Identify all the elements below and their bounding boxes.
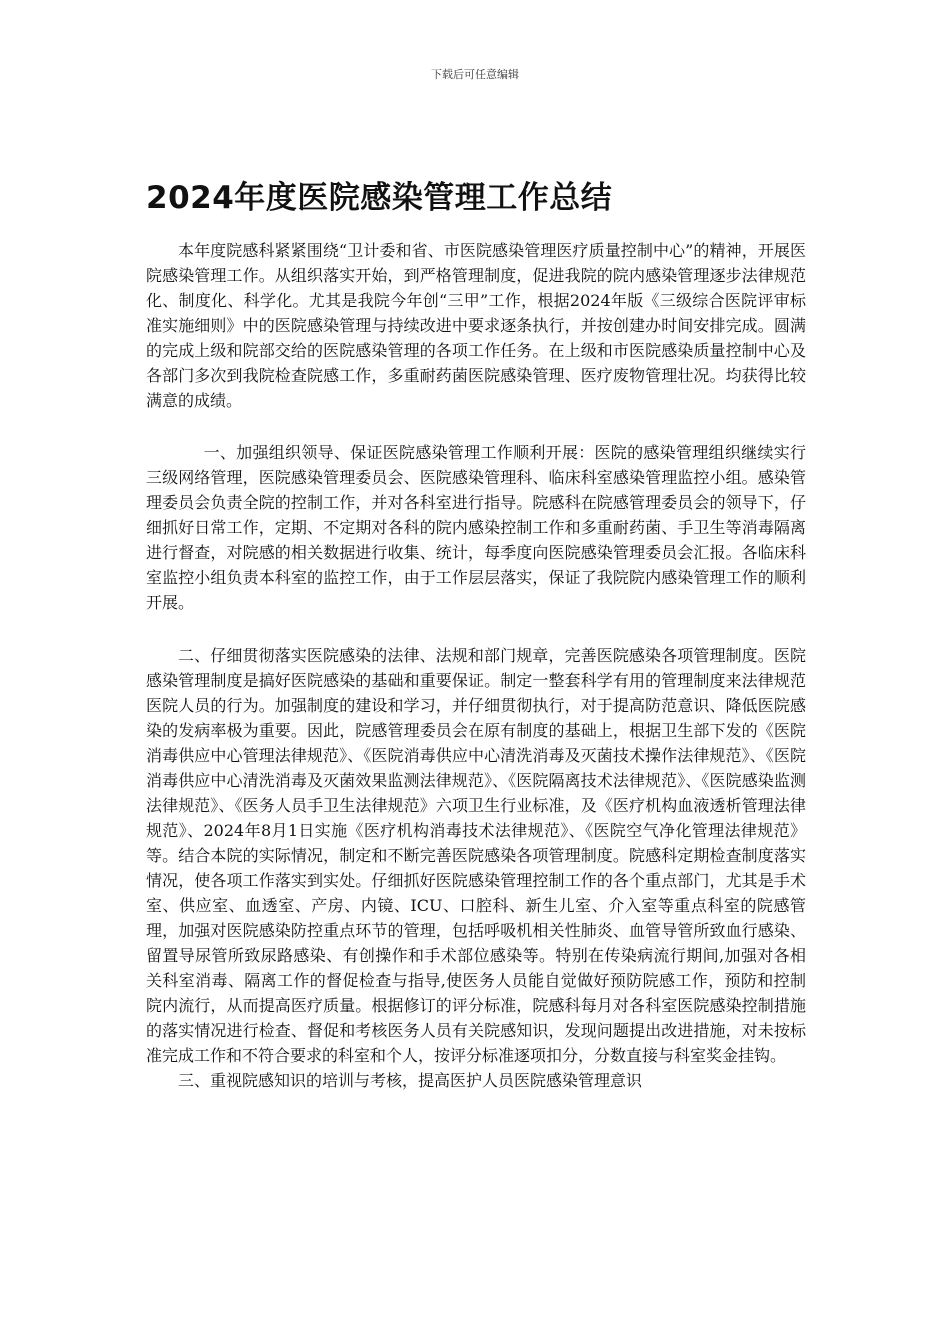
paragraph-section-1: 一、加强组织领导、保证医院感染管理工作顺利开展：医院的感染管理组织继续实行三级网络管理，医院感染管理委员会、医院感染管理科、临床科室感染管理监控小组。感染管理委员会负责全院的控制工作，并对各科室进行指导。院感科在院感管理委员会的领导下，仔细抓好日常工作，定期、不定期对各科的院内感染控制工作和多重耐药菌、手卫生等消毒隔离进行督查，对院感的相关数据进行收集、统计，每季度向医院感染管理委员会汇报。各临床科室监控小组负责本科室的监控工作，由于工作层层落实，保证了我院院内感染管理工作的顺利开展。 — [146, 443, 806, 612]
header-note: 下载后可任意编辑 — [431, 68, 519, 81]
document-title: 2024年度医院感染管理工作总结 — [146, 180, 613, 216]
paragraph-intro: 本年度院感科紧紧围绕“卫计委和省、市医院感染管理医疗质量控制中心”的精神，开展医院感染管理工作。从组织落实开始，到严格管理制度，促进我院的院内感染管理逐步法律规范化、制度化、科学化。尤其是我院今年创“三甲”工作，根据2024年版《三级综合医院评审标准实施细则》中的医院感染管理与持续改进中要求逐条执行，并按创建办时间安排完成。圆满的完成上级和院部交给的医院感染管理的各项工作任务。在上级和市医院感染质量控制中心及各部门多次到我院检查院感工作，多重耐药菌医院感染管理、医疗废物管理壮况。均获得比较满意的成绩。 — [146, 241, 806, 410]
paragraph-section-2: 二、仔细贯彻落实医院感染的法律、法规和部门规章，完善医院感染各项管理制度。医院感染管理制度是搞好医院感染的基础和重要保证。制定一整套科学有用的管理制度来法律规范医院人员的行为。加强制度的建设和学习，并仔细贯彻执行，对于提高防范意识、降低医院感染的发病率极为重要。因此，院感管理委员会在原有制度的基础上，根据卫生部下发的《医院消毒供应中心管理法律规范》、《医院消毒供应中心清洗消毒及灭菌技术操作法律规范》、《医院消毒供应中心清洗消毒及灭菌效果监测法律规范》、《医院隔离技术法律规范》、《医院感染监测法律规范》、《医务人员手卫生法律规范》六项卫生行业标准，及《医疗机构血液透析管理法律规范》、2024年8月1日实施《医疗机构消毒技术法律规范》、《医院空气净化管理法律规范》等。结合本院的实际情况，制定和不断完善医院感染各项管理制度。院感科定期检查制度落实情况，使各项工作落实到实处。仔细抓好医院感染管理控制工作的各个重点部门，尤其是手术室、供应室、血透室、产房、内镜、ICU、口腔科、新生儿室、介入室等重点科室的院感管理，加强对医院感染防控重点环节的管理，包括呼吸机相关性肺炎、血管导管所致血行感染、留置导尿管所致尿路感染、有创操作和手术部位感染等。特别在传染病流行期间,加强对各相关科室消毒、隔离工作的督促检查与指导,使医务人员能自觉做好预防院感工作，预防和控制院内流行，从而提高医疗质量。根据修订的评分标准，院感科每月对各科室医院感染控制措施的落实情况进行检查、督促和考核医务人员有关院感知识，发现问题提出改进措施，对未按标准完成工作和不符合要求的科室和个人，按评分标准逐项扣分，分数直接与科室奖金挂钩。 — [146, 646, 806, 1065]
paragraph-section-3-heading: 三、重视院感知识的培训与考核，提高医护人员医院感染管理意识 — [178, 1071, 643, 1090]
document-body — [146, 238, 806, 1093]
